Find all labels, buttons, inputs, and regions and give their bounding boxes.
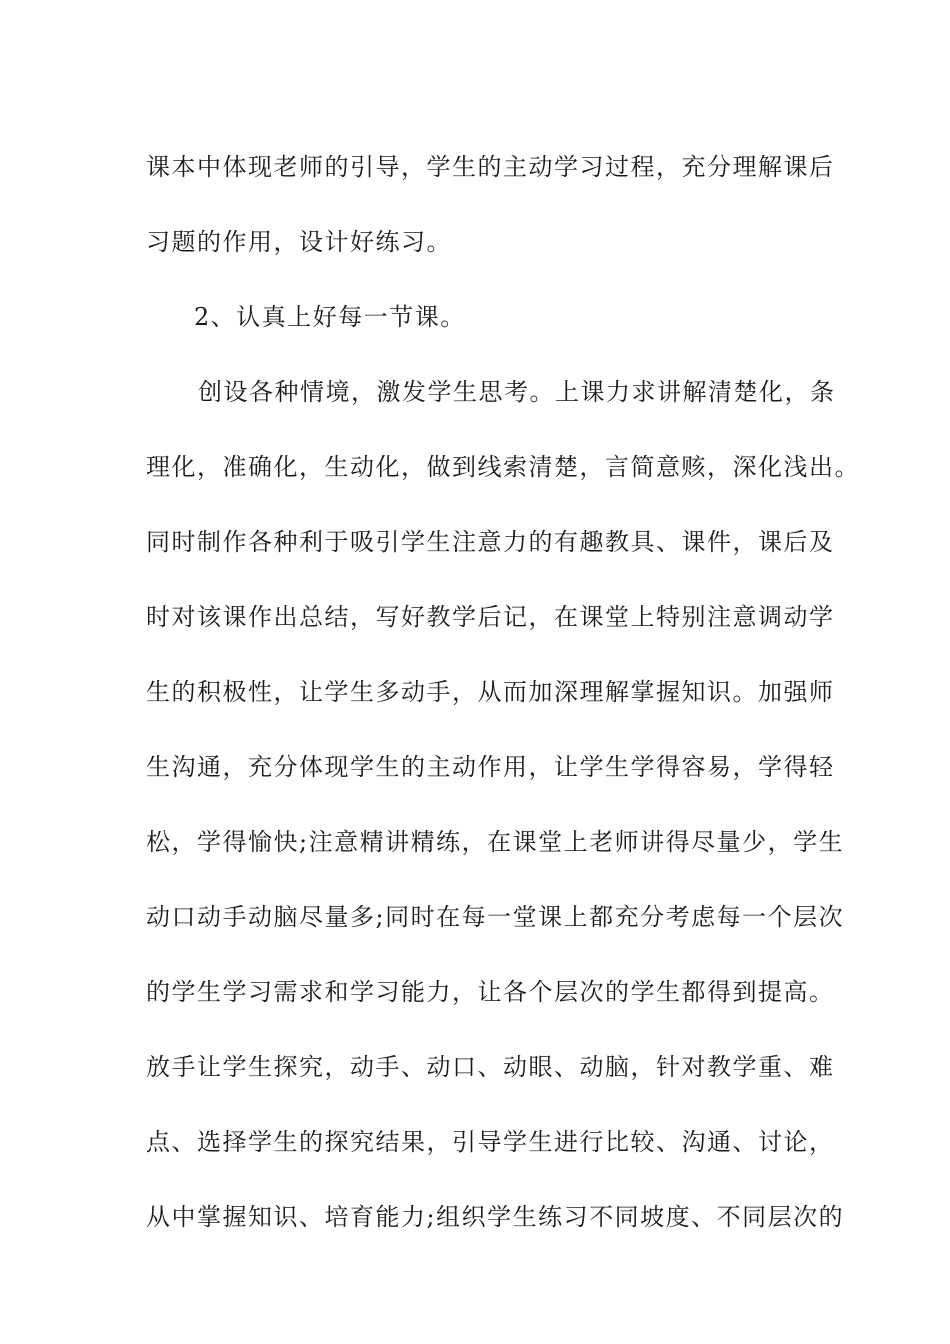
text-line: 动口动手动脑尽量多;同时在每一堂课上都充分考虑每一个层次 [146, 903, 845, 931]
section-heading: 2、认真上好每一节课。 [194, 303, 466, 331]
text-line: 理化，准确化，生动化，做到线索清楚，言简意赅，深化浅出。 [146, 453, 860, 481]
text-line: 从中掌握知识、培育能力;组织学生练习不同坡度、不同层次的 [146, 1203, 845, 1231]
document-body [146, 130, 860, 1255]
text-line: 点、选择学生的探究结果，引导学生进行比较、沟通、讨论， [146, 1128, 835, 1156]
text-line: 的学生学习需求和学习能力，让各个层次的学生都得到提高。 [146, 978, 835, 1006]
text-line: 松，学得愉快;注意精讲精练，在课堂上老师讲得尽量少，学生 [146, 828, 845, 856]
text-line: 生沟通，充分体现学生的主动作用，让学生学得容易，学得轻 [146, 753, 835, 781]
text-line: 放手让学生探究，动手、动口、动眼、动脑，针对教学重、难 [146, 1053, 835, 1081]
text-line: 时对该课作出总结，写好教学后记，在课堂上特别注意调动学 [146, 603, 835, 631]
text-line: 课本中体现老师的引导，学生的主动学习过程，充分理解课后 [146, 153, 835, 181]
text-line: 生的积极性，让学生多动手，从而加深理解掌握知识。加强师 [146, 678, 835, 706]
text-line: 习题的作用，设计好练习。 [146, 228, 452, 256]
text-line: 创设各种情境，激发学生思考。上课力求讲解清楚化，条 [198, 378, 836, 406]
text-line: 同时制作各种利于吸引学生注意力的有趣教具、课件，课后及 [146, 528, 835, 556]
